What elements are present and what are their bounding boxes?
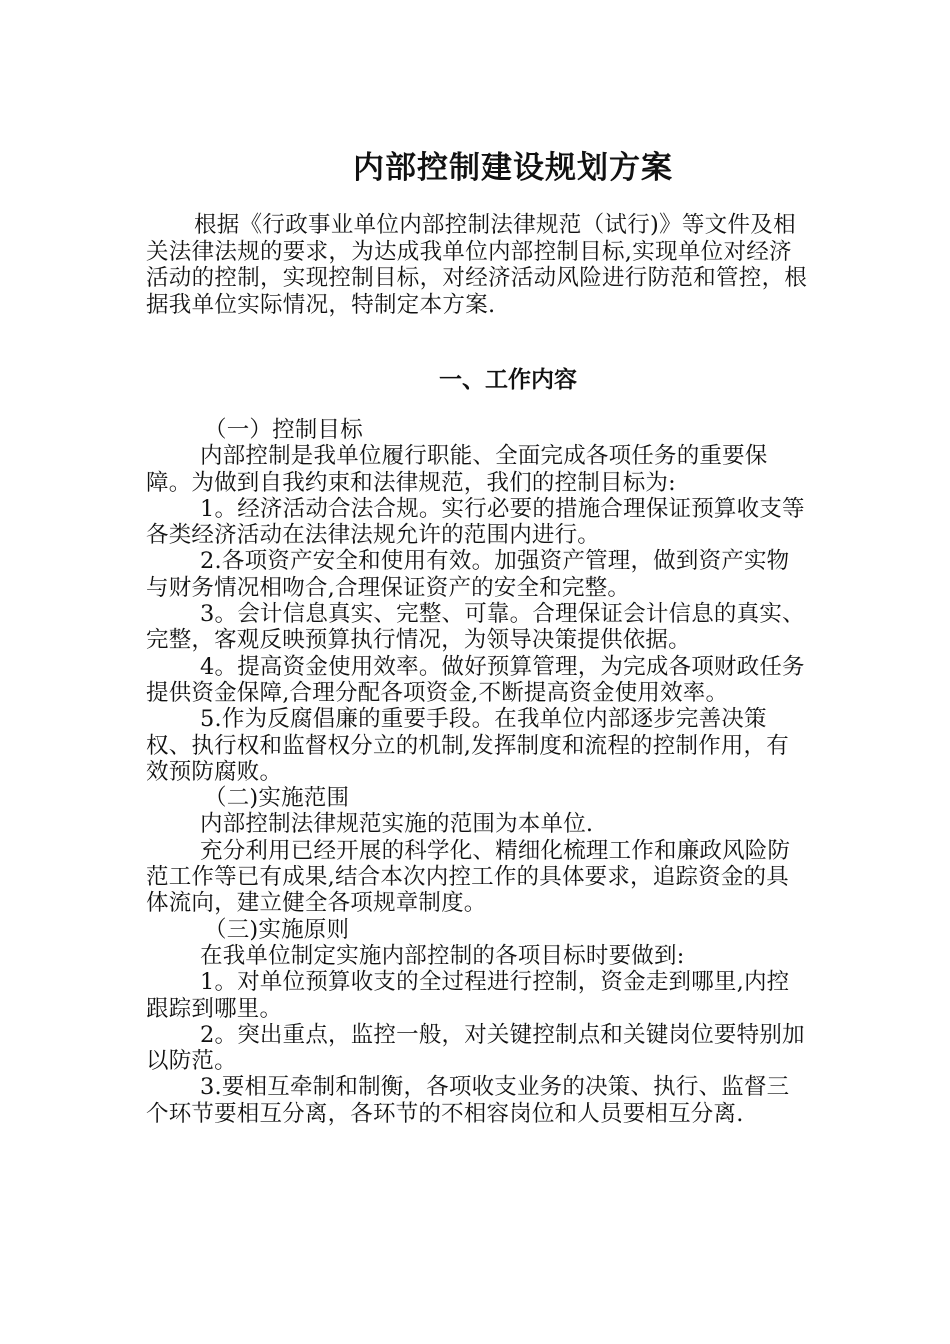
goal-item-5: 5.作为反腐倡廉的重要手段。在我单位内部逐步完善决策权、执行权和监督权分立的机制,发挥制度和流程的控制作用，有效预防腐败。: [146, 706, 789, 785]
paragraph-scope: 内部控制法律规范实施的范围为本单位.: [200, 811, 594, 838]
goal-item-2: 2.各项资产安全和使用有效。加强资产管理，做到资产实物与财务情况相吻合,合理保证资产的安全和完整。: [146, 548, 790, 601]
paragraph-principles: 在我单位制定实施内部控制的各项目标时要做到:: [200, 942, 685, 969]
section-heading-work-content: 一、工作内容: [439, 366, 577, 393]
paragraph-scope-detail: 充分利用已经开展的科学化、精细化梳理工作和廉政风险防范工作等已有成果,结合本次内控工作的具体要求，追踪资金的具体流向，建立健全各项规章制度。: [146, 837, 791, 917]
principle-item-2: 2。突出重点，监控一般，对关键控制点和关键岗位要特别加以防范。: [146, 1021, 805, 1075]
subsection-heading-scope: （二)实施范围: [204, 785, 350, 812]
subsection-heading-principles: （三)实施原则: [204, 916, 350, 943]
section-body: [146, 417, 810, 1127]
principle-item-3: 3.要相互牵制和制衡，各项收支业务的决策、执行、监督三个环节要相互分离，各环节的不相容岗位和人员要相互分离.: [146, 1074, 790, 1127]
paragraph-control-overview: 内部控制是我单位履行职能、全面完成各项任务的重要保障。为做到自我约束和法律规范，我们的控制目标为:: [146, 443, 768, 496]
subsection-heading-control-goals: （一）控制目标: [204, 417, 363, 443]
document-title: 内部控制建设规划方案: [353, 150, 673, 186]
goal-item-3: 3。会计信息真实、完整、可靠。合理保证会计信息的真实、完整，客观反映预算执行情况，为领导决策提供依据。: [146, 601, 805, 654]
intro-paragraph: 根据《行政事业单位内部控制法律规范（试行)》等文件及相关法律法规的要求，为达成我单位内部控制目标,实现单位对经济活动的控制，实现控制目标，对经济活动风险进行防范和管控，根据我单位实际情况，特制定本方案.: [146, 212, 808, 318]
principle-item-1: 1。对单位预算收支的全过程进行控制，资金走到哪里,内控跟踪到哪里。: [146, 969, 790, 1022]
goal-item-4: 4。提高资金使用效率。做好预算管理，为完成各项财政任务提供资金保障,合理分配各项资金,不断提高资金使用效率。: [146, 653, 805, 706]
goal-item-1: 1。经济活动合法合规。实行必要的措施合理保证预算收支等各类经济活动在法律法规允许的范围内进行。: [146, 495, 805, 549]
